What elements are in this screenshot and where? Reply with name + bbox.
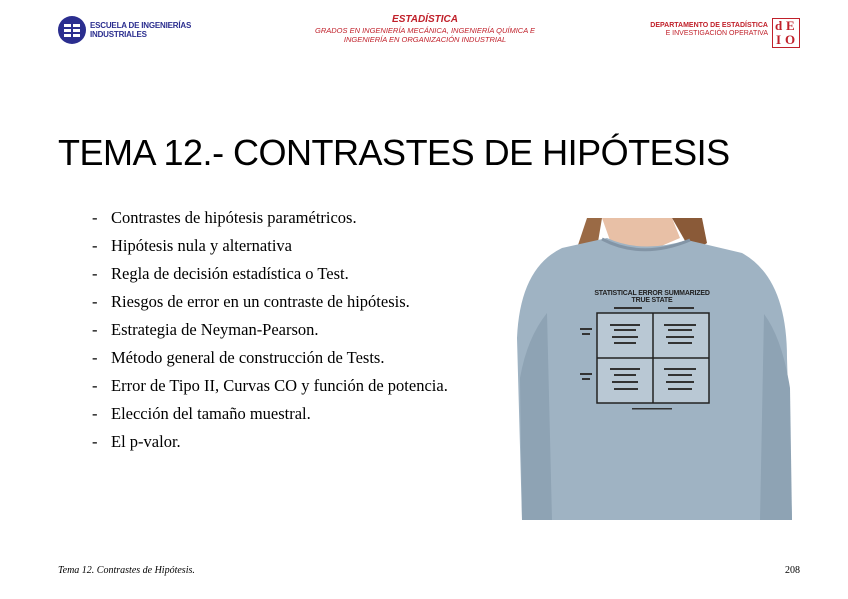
course-subtitle-line2: INGENIERÍA EN ORGANIZACIÓN INDUSTRIAL	[343, 35, 507, 44]
course-title: ESTADÍSTICA	[392, 14, 458, 25]
footer-text: Tema 12. Contrastes de Hipótesis.	[58, 565, 195, 576]
department-logo	[648, 18, 800, 48]
department-name: DEPARTAMENTO DE ESTADÍSTICA E INVESTIGACIÓN OPERATIVA	[650, 22, 768, 37]
course-subtitle-line1: GRADOS EN INGENIERÍA MECÁNICA, INGENIERÍA QUÍMICA E	[314, 26, 536, 35]
school-logo-text: ESCUELA DE INGENIERÍAS INDUSTRIALES	[90, 21, 192, 39]
school-logo-icon	[58, 16, 86, 44]
deio-mark-icon: d E I O	[772, 18, 800, 48]
list-item: - Error de Tipo II, Curvas CO y función de potencia.	[92, 376, 448, 395]
topic-list	[92, 204, 448, 456]
list-item: - Regla de decisión estadística o Test.	[92, 264, 349, 283]
tshirt-photo	[502, 218, 804, 520]
course-header	[290, 14, 560, 44]
shirt-print-title: STATISTICAL ERROR SUMMARIZED TRUE STATE	[594, 290, 710, 304]
list-item: - El p-valor.	[92, 432, 181, 451]
slide-title: TEMA 12.- CONTRASTES DE HIPÓTESIS	[58, 132, 730, 173]
page-number: 208	[785, 565, 800, 576]
list-item: - Método general de construcción de Tests.	[92, 348, 385, 367]
list-item: - Elección del tamaño muestral.	[92, 404, 311, 423]
list-item: - Contrastes de hipótesis paramétricos.	[92, 208, 357, 227]
school-logo	[58, 16, 198, 44]
tshirt-illustration	[502, 218, 804, 520]
list-item: - Riesgos de error en un contraste de hipótesis.	[92, 292, 410, 311]
list-item: - Estrategia de Neyman-Pearson.	[92, 320, 319, 339]
list-item: - Hipótesis nula y alternativa	[92, 236, 292, 255]
